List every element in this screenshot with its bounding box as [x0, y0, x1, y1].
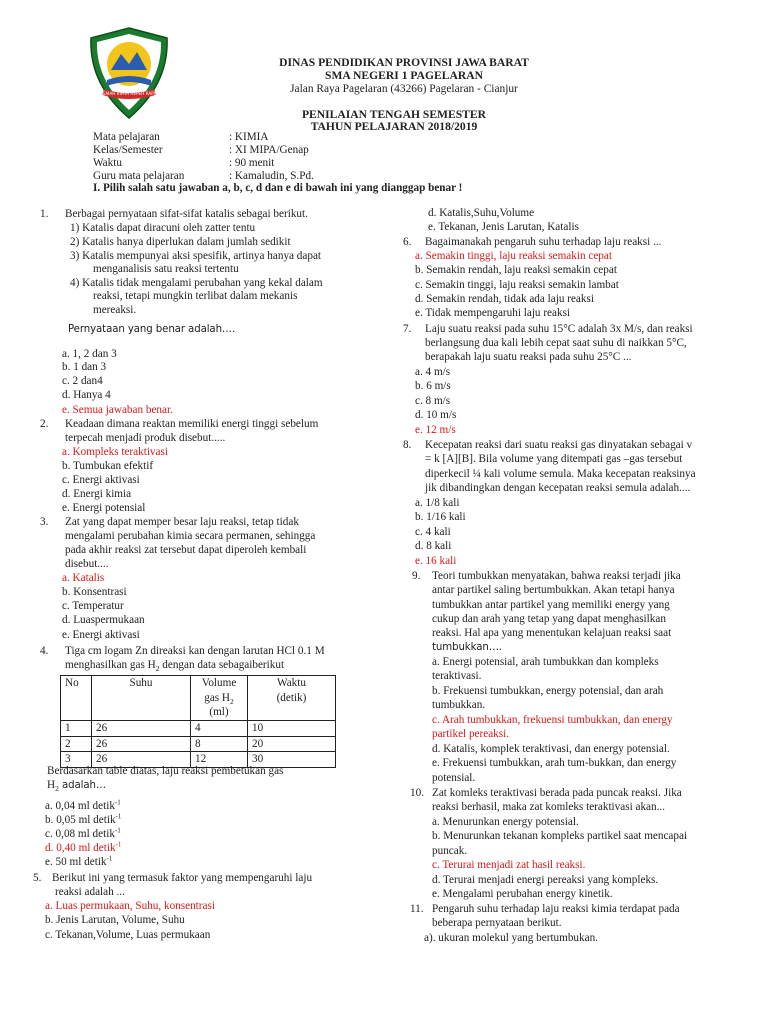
option: d. 10 m/s	[415, 409, 457, 421]
option: b. Menurunkan tekanan kompleks partikel saat mencapai	[432, 830, 688, 842]
option: b. Konsentrasi	[62, 586, 127, 598]
option: c. Temperatur	[62, 600, 124, 612]
statement: 2) Katalis hanya diperlukan dalam jumlah sedikit	[70, 236, 291, 248]
agency-name: DINAS PENDIDIKAN PROVINSI JAWA BARAT	[279, 56, 529, 69]
option: a. Menurunkan energy potensial.	[432, 816, 579, 828]
question-number: 3.	[40, 516, 49, 528]
option: a. 1, 2 dan 3	[62, 348, 117, 360]
option-correct: e. 12 m/s	[415, 424, 456, 436]
statement: menganalisis satu reaksi tertentu	[93, 263, 239, 275]
option-correct: partikel pereaksi.	[432, 728, 510, 740]
table-header: Volume gas $H_2$ (ml)	[191, 676, 248, 721]
option: c. Energi aktivasi	[62, 474, 140, 486]
table-header: No	[61, 676, 92, 721]
question-text: Kecepatan reaksi dari suatu reaksi gas dinyatakan sebagai v	[425, 439, 693, 451]
data-table	[60, 675, 336, 768]
option: a. Energi potensial, arah tumbukkan dan kompleks	[432, 656, 659, 668]
question-text: Keadaan dimana reaktan memiliki energi tinggi sebelum	[65, 418, 319, 430]
question-text: reaksi adalah ...	[55, 886, 125, 898]
question-text: pada akhir reaksi zat tersebut dapat diperoleh kembali	[65, 544, 307, 556]
question-number: 1.	[40, 208, 49, 220]
statement: 1) Katalis dapat diracuni oleh zatter tentu	[70, 222, 256, 234]
question-text: terpecah menjadi produk disebut.....	[65, 432, 226, 444]
question-text: berapakah laju suatu reaksi pada suhu 25°C ...	[425, 351, 632, 363]
option-correct: e. Semua jawaban benar.	[62, 404, 173, 416]
question-text: disebut....	[65, 558, 109, 570]
question-text: tumbukkan….	[432, 642, 502, 653]
info-label: Guru mata pelajaran	[93, 170, 185, 182]
question-text: Berikut ini yang termasuk faktor yang mempengaruhi laju	[52, 872, 313, 884]
option: c. 2 dan4	[62, 375, 103, 387]
info-label: Waktu	[93, 157, 122, 169]
option: puncak.	[432, 845, 468, 857]
school-year: TAHUN PELAJARAN 2018/2019	[310, 120, 478, 133]
option: potensial.	[432, 772, 476, 784]
table-row: 1 26 4 10	[61, 721, 336, 737]
table-row: 2 26 8 20	[61, 736, 336, 752]
question-number: 2.	[40, 418, 49, 430]
option: a). ukuran molekul yang bertumbukan.	[424, 932, 598, 944]
option-correct: c. Arah tumbukkan, frekuensi tumbukkan, dan energy	[432, 714, 673, 726]
question-text: Berbagai pernyataan sifat-sifat katalis sebagai berikut.	[65, 208, 308, 220]
option: c. Semakin tinggi, laju reaksi semakin lambat	[415, 279, 619, 291]
exam-title: PENILAIAN TENGAH SEMESTER	[301, 108, 487, 121]
option: b. Semakin rendah, laju reaksi semakin cepat	[415, 264, 617, 276]
logo-motto: GEMAH RIPAH REPEH RAPIH	[99, 91, 159, 96]
school-address: Jalan Raya Pagelaran (43266) Pagelaran - Cianjur	[290, 83, 518, 95]
option: d. Luaspermukaan	[62, 614, 145, 626]
option: c. 0,08 ml detik$^{-1}$	[45, 826, 121, 840]
question-text: Teori tumbukkan menyatakan, bahwa reaksi terjadi jika	[432, 570, 681, 582]
question-text: cukup dan arah yang tetap yang dapat menghasilkan	[432, 613, 666, 625]
table-header-row	[61, 676, 336, 721]
option-correct: a. Kompleks teraktivasi	[62, 446, 168, 458]
table-row: 3 26 12 30	[61, 752, 336, 768]
option: e. Frekuensi tumbukkan, arah tum-bukkan, dan energy	[432, 757, 677, 769]
option: d. Semakin rendah, tidak ada laju reaksi	[415, 293, 594, 305]
option: b. Tumbukan efektif	[62, 460, 154, 472]
option: b. Frekuensi tumbukkan, energy potensial, dan arah	[432, 685, 664, 697]
option: c. 4 kali	[415, 526, 451, 538]
option-correct: a. Katalis	[62, 572, 105, 584]
question-text: reaksi. Hal apa yang menentukan kelajuan reaksi saat	[432, 627, 672, 639]
option: e. Energi potensial	[62, 502, 146, 514]
info-label: Mata pelajaran	[93, 131, 160, 143]
option: e. 50 ml detik$^{-1}$	[45, 854, 113, 868]
info-value: : KIMIA	[229, 131, 269, 143]
question-number: 9.	[412, 570, 421, 582]
statement: reaksi, tetapi mungkin terlibat dalam mekanis	[93, 290, 298, 302]
option: b. Jenis Larutan, Volume, Suhu	[45, 914, 185, 926]
question-text: tumbukkan antar partikel yang memiliki energy yang	[432, 599, 670, 611]
question-text: Pengaruh suhu terhadap laju reaksi kimia terdapat pada	[432, 903, 680, 915]
question-text: reaksi berhasil, maka zat komleks teraktivasi akan...	[432, 801, 665, 813]
option: a. 0,04 ml detik$^{-1}$	[45, 798, 121, 812]
question-text: = k [A][B]. Bila volume yang ditempati gas –gas tersebut	[425, 453, 683, 465]
question-text: mengalami perubahan kimia secara permanen, sehingga	[65, 530, 316, 542]
option-correct: d. 0,40 ml detik$^{-1}$	[45, 840, 122, 854]
question-text: Zat komleks teraktivasi berada pada puncak reaksi. Jika	[432, 787, 682, 799]
info-value: : Kamaludin, S.Pd.	[229, 170, 314, 182]
question-text: berlangsung dua kali lebih cepat saat suhu di naikkan 5°C,	[425, 337, 687, 349]
option: d. Katalis,Suhu,Volume	[428, 207, 535, 219]
instruction: I. Pilih salah satu jawaban a, b, c, d dan e di bawah ini yang dianggap benar !	[93, 182, 463, 194]
table-header: Waktu (detik)	[248, 676, 336, 721]
question-number: 6.	[403, 236, 412, 248]
option: b. 6 m/s	[415, 380, 451, 392]
option: e. Tekanan, Jenis Larutan, Katalis	[428, 221, 579, 233]
option: d. Hanya 4	[62, 389, 111, 401]
question-number: 11.	[410, 903, 424, 915]
statement: 4) Katalis tidak mengalami perubahan yang kekal dalam	[70, 277, 323, 289]
question-text: Zat yang dapat memper besar laju reaksi, tetap tidak	[65, 516, 299, 528]
school-name: SMA NEGERI 1 PAGELARAN	[325, 69, 483, 82]
question-text: Berdasarkan table diatas, laju reaksi pembetukan gas	[47, 765, 284, 777]
question-text: jik dibandingkan dengan kecepatan reaksi semula adalah....	[425, 482, 691, 494]
option-correct: c. Terurai menjadi zat hasil reaksi.	[432, 859, 586, 871]
question-text: Laju suatu reaksi pada suhu 15°C adalah 3x M/s, dan reaksi	[425, 323, 693, 335]
option: b. 0,05 ml detik$^{-1}$	[45, 812, 122, 826]
option: teraktivasi.	[432, 670, 482, 682]
question-text: antar partikel saling bertumbukkan. Akan tetapi hanya	[432, 584, 675, 596]
option: e. Mengalami perubahan energy kinetik.	[432, 888, 613, 900]
question-prompt: Pernyataan yang benar adalah….	[68, 324, 236, 335]
question-text: beberapa pernyataan berikut.	[432, 917, 562, 929]
option-correct: e. 16 kali	[415, 555, 457, 567]
info-label: Kelas/Semester	[93, 144, 163, 156]
question-text: $H_2$ adalah…	[47, 779, 106, 794]
info-value: : XI MIPA/Genap	[229, 144, 309, 156]
question-text: diperkecil ¼ kali volume semula. Maka kecepatan reaksinya	[425, 468, 696, 480]
question-number: 8.	[403, 439, 412, 451]
statement: 3) Katalis mempunyai aksi spesifik, artinya hanya dapat	[70, 250, 322, 262]
table-header: Suhu	[92, 676, 191, 721]
option-correct: a. Luas permukaan, Suhu, konsentrasi	[45, 900, 215, 912]
option: c. 8 m/s	[415, 395, 451, 407]
option: e. Tidak mempengaruhi laju reaksi	[415, 307, 571, 319]
option: e. Energi aktivasi	[62, 629, 140, 641]
option: a. 4 m/s	[415, 366, 451, 378]
option-correct: a. Semakin tinggi, laju reaksi semakin cepat	[415, 250, 612, 262]
option: b. 1/16 kali	[415, 511, 466, 523]
option: c. Tekanan,Volume, Luas permukaan	[45, 929, 211, 941]
statement: mereaksi.	[93, 304, 137, 316]
option: a. 1/8 kali	[415, 497, 460, 509]
option: b. 1 dan 3	[62, 361, 107, 373]
question-number: 4.	[40, 645, 49, 657]
option: d. Katalis, komplek teraktivasi, dan energy potensial.	[432, 743, 670, 755]
option: tumbukkan.	[432, 699, 486, 711]
info-value: : 90 menit	[229, 157, 275, 169]
option: d. Terurai menjadi energi pereaksi yang kompleks.	[432, 874, 659, 886]
option: d. 8 kali	[415, 540, 452, 552]
question-text: menghasilkan gas $H_2$ dengan data sebagaiberikut	[65, 659, 285, 674]
question-number: 10.	[410, 787, 424, 799]
option: d. Energi kimia	[62, 488, 132, 500]
question-number: 5.	[33, 872, 42, 884]
question-text: Bagaimanakah pengaruh suhu terhadap laju reaksi ...	[425, 236, 662, 248]
question-number: 7.	[403, 323, 412, 335]
question-text: Tiga cm logam Zn direaksi kan dengan larutan HCl 0.1 M	[65, 645, 325, 657]
